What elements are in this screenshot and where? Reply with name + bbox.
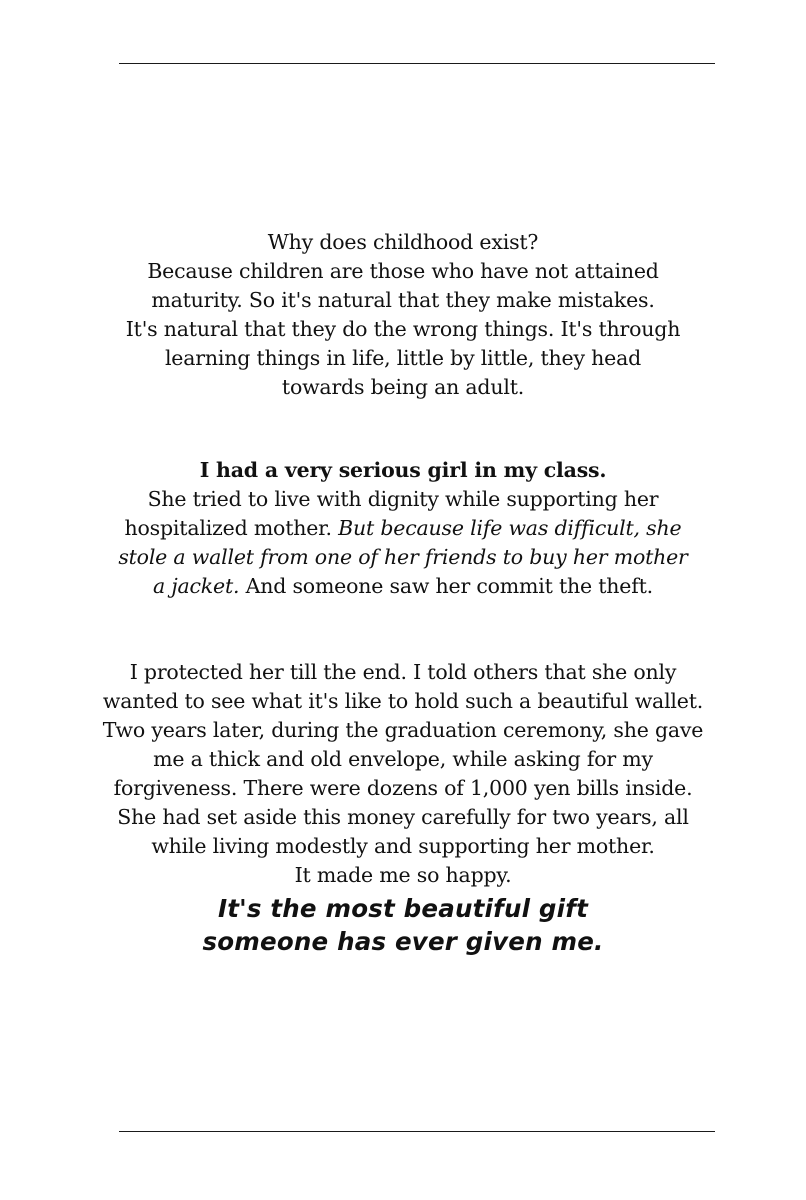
text-line: forgiveness. There were dozens of 1,000 yen bills inside. [113, 776, 693, 800]
closing-statement [40, 892, 766, 958]
paragraph-childhood [40, 228, 766, 402]
text-line: It made me so happy. [294, 863, 512, 887]
text-segment: hospitalized mother. [124, 516, 339, 540]
text-line: while living modestly and supporting her mother. [151, 834, 655, 858]
text-segment: And someone saw her commit the theft. [239, 574, 653, 598]
text-line: Two years later, during the graduation ceremony, she gave [102, 718, 704, 742]
text-line: I protected her till the end. I told others that she only [129, 660, 677, 684]
italic-line: stole a wallet from one of her friends to buy her mother [118, 545, 688, 569]
bottom-divider [119, 1131, 715, 1132]
text-line: It's natural that they do the wrong things. It's through [125, 317, 681, 341]
closing-line: someone has ever given me. [202, 927, 604, 956]
text-line: learning things in life, little by little, they head [164, 346, 642, 370]
text-line [40, 572, 766, 601]
top-divider [119, 63, 715, 64]
text-line: wanted to see what it's like to hold such a beautiful wallet. [102, 689, 704, 713]
text-line: towards being an adult. [281, 375, 525, 399]
text-line: me a thick and old envelope, while asking for my [153, 747, 653, 771]
text-line: She tried to live with dignity while supporting her [147, 487, 659, 511]
paragraph-protected-her [40, 658, 766, 890]
italic-segment: But because life was difficult, she [338, 516, 682, 540]
text-line [40, 514, 766, 543]
text-line: She had set aside this money carefully for two years, all [117, 805, 689, 829]
text-line: maturity. So it's natural that they make mistakes. [151, 288, 655, 312]
italic-segment: a jacket. [153, 574, 240, 598]
paragraph-heading: I had a very serious girl in my class. [199, 458, 607, 482]
text-line: Because children are those who have not attained [147, 259, 659, 283]
paragraph-serious-girl [40, 456, 766, 601]
closing-line: It's the most beautiful gift [217, 894, 589, 923]
text-line: Why does childhood exist? [267, 230, 539, 254]
